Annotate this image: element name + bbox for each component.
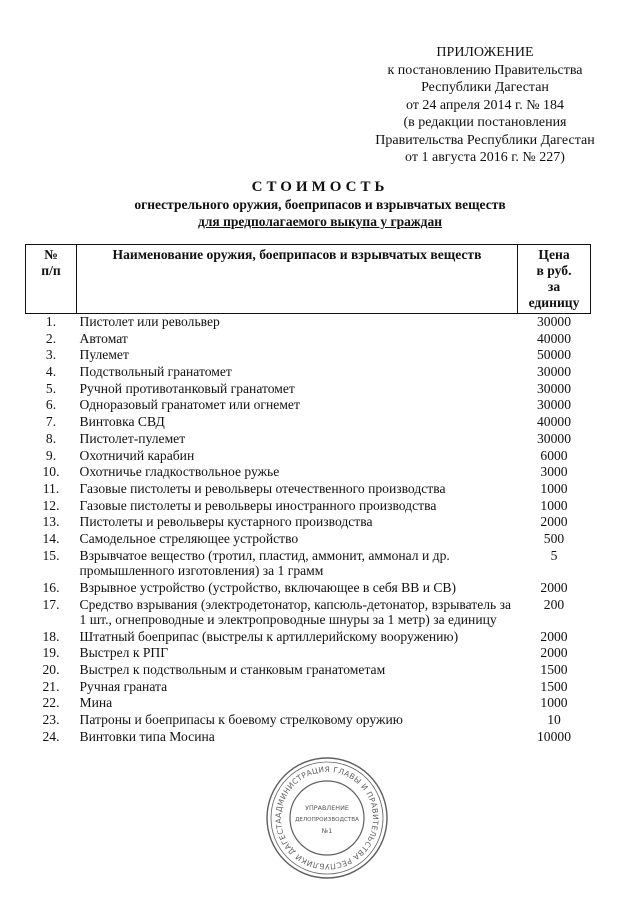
header-name: Наименование оружия, боеприпасов и взрывчатых веществ: [77, 245, 518, 314]
row-name: Пистолет или револьвер: [79, 314, 220, 329]
price-table: [25, 244, 591, 746]
row-name: Пистолет-пулемет: [79, 430, 186, 446]
row-name: Одноразовый гранатомет или огнемет: [79, 397, 300, 413]
header-price-line3: за: [547, 279, 561, 294]
table-body: [26, 314, 591, 746]
row-price: 2000: [540, 579, 568, 595]
table-row: [26, 662, 591, 679]
row-price: 30000: [537, 430, 571, 446]
row-price: 6000: [540, 447, 568, 463]
table-row: [26, 431, 591, 448]
appendix-line: Республики Дагестан: [421, 80, 549, 95]
row-name: Газовые пистолеты и револьверы иностранного производства: [79, 497, 437, 513]
row-number: 8.: [45, 430, 57, 446]
row-number: 4.: [45, 364, 57, 380]
row-price: 2000: [540, 645, 568, 661]
row-price: 30000: [537, 380, 571, 396]
table-row: [26, 448, 591, 465]
table-header-row: [26, 245, 591, 314]
header-price-line4: единицу: [528, 295, 580, 310]
table-row: [26, 464, 591, 481]
appendix-line: от 24 апреля 2014 г. № 184: [405, 97, 565, 113]
row-number: 15.: [42, 547, 60, 563]
table-row: [26, 331, 591, 348]
header-number: [26, 245, 77, 314]
stamp-center-line2: ДЕЛОПРОИЗВОДСТВА: [295, 817, 359, 823]
row-number: 11.: [42, 480, 60, 496]
row-name: Пулемет: [79, 347, 129, 363]
row-number: 5.: [45, 380, 57, 396]
row-number: 20.: [42, 662, 60, 678]
row-price: 40000: [537, 414, 571, 430]
row-price: 30000: [537, 314, 571, 329]
header-price-line1: Цена: [538, 247, 570, 262]
row-price: 10000: [537, 728, 571, 744]
title-subtitle-underlined: для предполагаемого выкупа у граждан: [198, 214, 442, 229]
appendix-line: Правительства Республики Дагестан: [375, 132, 595, 148]
row-price: 10: [547, 712, 561, 728]
row-name: Винтовка СВД: [79, 414, 165, 430]
stamp-seal-graphic: [264, 755, 390, 881]
table-row: [26, 514, 591, 531]
stamp-ring-text: АДМИНИСТРАЦИЯ ГЛАВЫ И ПРАВИТЕЛЬСТВА РЕСПУБЛИКИ ДАГЕСТА: [273, 764, 381, 872]
table-row: [26, 580, 591, 597]
row-number: 12.: [42, 497, 60, 513]
row-number: 3.: [45, 347, 57, 363]
row-price: 5: [550, 547, 558, 563]
row-price: 30000: [537, 397, 571, 413]
appendix-line: ПРИЛОЖЕНИЕ: [436, 45, 534, 60]
row-number: 10.: [42, 464, 60, 480]
row-name: Мина: [79, 695, 113, 711]
row-number: 1.: [45, 314, 57, 329]
table-row: [26, 629, 591, 646]
appendix-line: от 1 августа 2016 г. № 227): [405, 150, 565, 165]
official-stamp: [264, 755, 390, 881]
row-price: 1000: [540, 497, 568, 513]
row-price: 1500: [540, 662, 568, 678]
title-subtitle: огнестрельного оружия, боеприпасов и взрывчатых веществ: [134, 197, 506, 212]
table-row: [26, 364, 591, 381]
row-name: Автомат: [79, 330, 128, 346]
svg-text:АДМИНИСТРАЦИЯ ГЛАВЫ И ПРАВИТЕЛ: [264, 755, 380, 871]
row-number: 13.: [42, 514, 60, 530]
row-number: 22.: [42, 695, 60, 711]
table-row: [26, 397, 591, 414]
header-price: [518, 245, 591, 314]
row-number: 6.: [45, 397, 57, 413]
table-row: [26, 548, 591, 580]
row-price: 500: [543, 530, 565, 546]
table-row: [26, 414, 591, 431]
row-number: 17.: [42, 596, 60, 612]
row-number: 9.: [45, 447, 57, 463]
title-main: СТОИМОСТЬ: [251, 179, 389, 195]
row-name: Средство взрывания (электродетонатор, капсюль-детонатор, взрыватель за 1 шт., огнепроводные и электропроводные шнуры за 1 метр) за единицу: [79, 596, 512, 627]
row-price: 2000: [540, 628, 568, 644]
header-number-line1: №: [44, 247, 58, 262]
row-price: 1000: [540, 695, 568, 711]
row-name: Ручной противотанковый гранатомет: [79, 380, 295, 396]
row-name: Пистолеты и револьверы кустарного производства: [79, 514, 373, 530]
row-name: Охотничий карабин: [79, 447, 195, 463]
appendix-line: (в редакции постановления: [403, 115, 567, 130]
stamp-center-line3: №1: [321, 827, 333, 835]
table-row: [26, 729, 591, 746]
row-price: 50000: [537, 347, 571, 363]
table-row: [26, 531, 591, 548]
table-row: [26, 481, 591, 498]
row-name: Винтовки типа Мосина: [79, 728, 215, 744]
table-row: [26, 381, 591, 398]
row-name: Газовые пистолеты и револьверы отечественного производства: [79, 480, 446, 496]
table-row: [26, 597, 591, 629]
row-name: Взрывчатое вещество (тротил, пластид, аммонит, аммонал и др. промышленного изготовления) за 1 грамм: [79, 547, 450, 579]
appendix-block: [360, 44, 610, 167]
row-name: Штатный боеприпас (выстрелы к артиллерийскому вооружению): [79, 628, 459, 644]
row-number: 7.: [45, 414, 57, 430]
row-price: 1000: [540, 480, 568, 496]
row-name: Выстрел к подствольным и станковым гранатометам: [79, 662, 386, 678]
row-name: Самодельное стреляющее устройство: [79, 530, 299, 546]
row-number: 19.: [42, 645, 60, 661]
table-row: [26, 347, 591, 364]
row-number: 24.: [42, 728, 60, 744]
table-row: [26, 314, 591, 331]
row-number: 14.: [42, 530, 60, 546]
row-price: 2000: [540, 514, 568, 530]
row-price: 40000: [537, 330, 571, 346]
row-price: 1500: [540, 678, 568, 694]
row-name: Ручная граната: [79, 678, 168, 694]
row-price: 200: [543, 596, 565, 612]
row-number: 2.: [45, 330, 57, 346]
row-number: 21.: [42, 678, 60, 694]
row-number: 23.: [42, 712, 60, 728]
document-title: [0, 178, 640, 230]
row-name: Взрывное устройство (устройство, включающее в себя ВВ и СВ): [79, 579, 457, 595]
table-row: [26, 645, 591, 662]
row-name: Патроны и боеприпасы к боевому стрелковому оружию: [79, 712, 403, 728]
row-price: 3000: [540, 464, 568, 480]
appendix-line: к постановлению Правительства: [387, 62, 583, 78]
stamp-center-line1: УПРАВЛЕНИЕ: [305, 804, 349, 812]
row-number: 18.: [42, 628, 60, 644]
header-number-line2: п/п: [41, 262, 61, 278]
header-price-line2: в руб.: [536, 263, 572, 278]
table-row: [26, 679, 591, 696]
row-name: Выстрел к РПГ: [79, 645, 169, 661]
row-price: 30000: [537, 364, 571, 380]
row-name: Охотничье гладкоствольное ружье: [79, 464, 280, 480]
table-row: [26, 498, 591, 515]
row-name: Подствольный гранатомет: [79, 364, 232, 380]
row-number: 16.: [42, 579, 60, 595]
table-row: [26, 712, 591, 729]
table-row: [26, 695, 591, 712]
